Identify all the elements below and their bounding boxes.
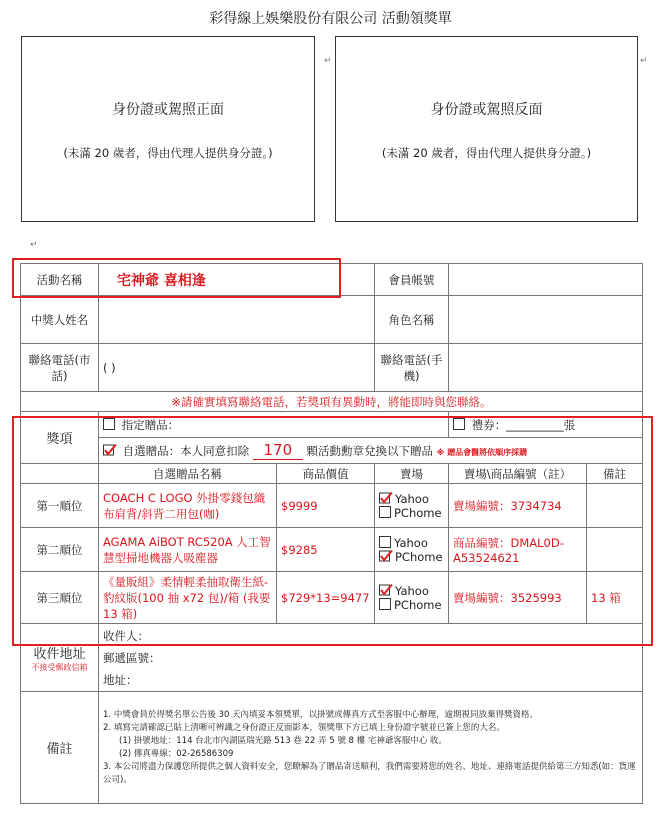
store-yahoo-label: Yahoo: [395, 491, 429, 506]
page-title: 彩得線上娛樂股份有限公司 活動領獎單: [209, 11, 452, 27]
remark-2-1-num: (1): [119, 735, 132, 746]
id-front-photo-box[interactable]: [21, 36, 315, 222]
id-front-label: 身份證或駕照正面: [112, 102, 224, 118]
paragraph-mark: ↵: [30, 240, 38, 250]
remark-1-num: 1.: [103, 709, 112, 720]
store-code: 賣場編號：3734734: [449, 484, 587, 528]
voucher-unit: 張: [563, 417, 576, 432]
store-yahoo-label: Yahoo: [395, 583, 429, 598]
rank-label: 第一順位: [21, 484, 99, 528]
paragraph-mark: ↵: [640, 56, 648, 66]
header-store-code: 賣場\商品編號（註）: [449, 464, 587, 484]
prize-name: AGAMA AiBOT RC520A 人工智慧型掃地機器人吸塵器: [99, 528, 277, 572]
activity-label: 活動名稱: [21, 264, 99, 296]
id-back-note: (未滿 20 歲者，得由代理人提供身分證。): [381, 146, 592, 160]
activity-name-value: 宅神爺 喜相逢: [117, 272, 206, 289]
id-back-photo-box[interactable]: [335, 36, 638, 222]
prize-price: $9999: [277, 484, 375, 528]
phone-mobile-field[interactable]: [449, 344, 643, 392]
address-field[interactable]: 地址：: [103, 672, 138, 687]
paragraph-mark: ↵: [324, 56, 332, 66]
remark-2: 填寫完請確認已貼上清晰可辨識之身份證正反面影本，領獎單下方已填上身份證字號並已簽上您的大名。: [113, 722, 505, 733]
winner-name-label: 中獎人姓名: [21, 296, 99, 344]
header-store: 賣場: [375, 464, 449, 484]
id-back-label: 身份證或駕照反面: [430, 102, 543, 118]
remark-3: 本公司將盡力保護您所提供之個人資料安全，您瞭解為了贈品寄送順利，我們需要將您的姓名、地址、連絡電話提供給第三方知悉(如：貨運公司)。: [103, 761, 636, 785]
remark-2-num: 2.: [103, 722, 112, 733]
remark-2-2: 傳真專線：02-26586309: [133, 748, 234, 759]
remark-3-num: 3.: [103, 761, 112, 772]
store-pchome-label: PChome: [395, 549, 443, 564]
store-pchome-label: PChome: [394, 597, 442, 612]
store-pchome-label: PChome: [394, 505, 442, 520]
voucher-label: 禮券：: [471, 417, 507, 432]
prize-label: 獎項: [21, 412, 99, 464]
voucher-blank[interactable]: __________: [506, 417, 564, 432]
designated-prize-label: 指定贈品：: [121, 417, 180, 432]
postal-code-field[interactable]: 郵遞區號：: [103, 650, 161, 665]
highlight-prize-box: [12, 416, 653, 646]
remark-1: 中獎會員於得獎名單公告後 30 天內填妥本領獎單，以掛號或傳真方式至客服中心辦理，逾期視同放棄得獎資格。: [113, 709, 539, 720]
store-code: 商品編號：DMAL0D-A53524621: [449, 528, 587, 572]
self-select-note: ※ 贈品會醫將依順序採購: [436, 448, 528, 457]
prize-name: COACH C LOGO 外掛零錢包織布肩背/斜背二用包(咖): [99, 484, 277, 528]
store-yahoo-label: Yahoo: [394, 535, 428, 550]
phone-home-field[interactable]: [99, 344, 375, 392]
store-code: 賣場編號：3525993: [449, 572, 587, 624]
self-select-suffix: 顆活動勳章兌換以下贈品: [306, 444, 433, 458]
remarks-label: 備註: [21, 692, 99, 804]
highlight-activity-box: [12, 258, 341, 298]
row-note: 13 箱: [587, 572, 643, 624]
contact-notice: ※請確實填寫聯絡電話，若獎項有異動時，將能即時與您聯絡。: [21, 392, 643, 412]
medal-count[interactable]: 170: [253, 441, 303, 460]
prize-price: $9285: [277, 528, 375, 572]
member-account-label: 會員帳號: [375, 264, 449, 296]
prize-name: 《量販組》柔情輕柔抽取衛生紙-豹紋版(100 抽 x72 包)/箱 (我要 13 箱): [99, 572, 277, 624]
remarks-content: [99, 692, 643, 804]
remark-2-1: 掛號地址：114 台北市內湖區瑞光路 513 巷 22 弄 5 號 8 樓 宅神爺客服中心 收。: [133, 735, 448, 746]
header-note: 備註: [587, 464, 643, 484]
phone-home-area-code: ( ): [103, 360, 116, 375]
address-sublabel: 不接受郵政信箱: [31, 662, 88, 672]
rank-label: 第二順位: [21, 528, 99, 572]
character-name-field[interactable]: [449, 296, 643, 344]
header-prize-name: 自選贈品名稱: [99, 464, 277, 484]
phone-mobile-label: 聯絡電話(手機): [375, 344, 449, 392]
recipient-field[interactable]: 收件人：: [103, 628, 149, 643]
rank-label: 第三順位: [21, 572, 99, 624]
phone-home-label: 聯絡電話(市話): [21, 344, 99, 392]
address-label: 收件地址: [33, 646, 86, 662]
character-name-label: 角色名稱: [375, 296, 449, 344]
header-price: 商品價值: [277, 464, 375, 484]
member-account-field[interactable]: [449, 264, 643, 296]
id-front-note: (未滿 20 歲者，得由代理人提供身分證。): [63, 146, 273, 160]
self-select-prefix: 自選贈品：本人同意扣除: [122, 444, 250, 458]
winner-name-field[interactable]: [99, 296, 375, 344]
remark-2-2-num: (2): [119, 748, 132, 759]
prize-price: $729*13=9477: [277, 572, 375, 624]
